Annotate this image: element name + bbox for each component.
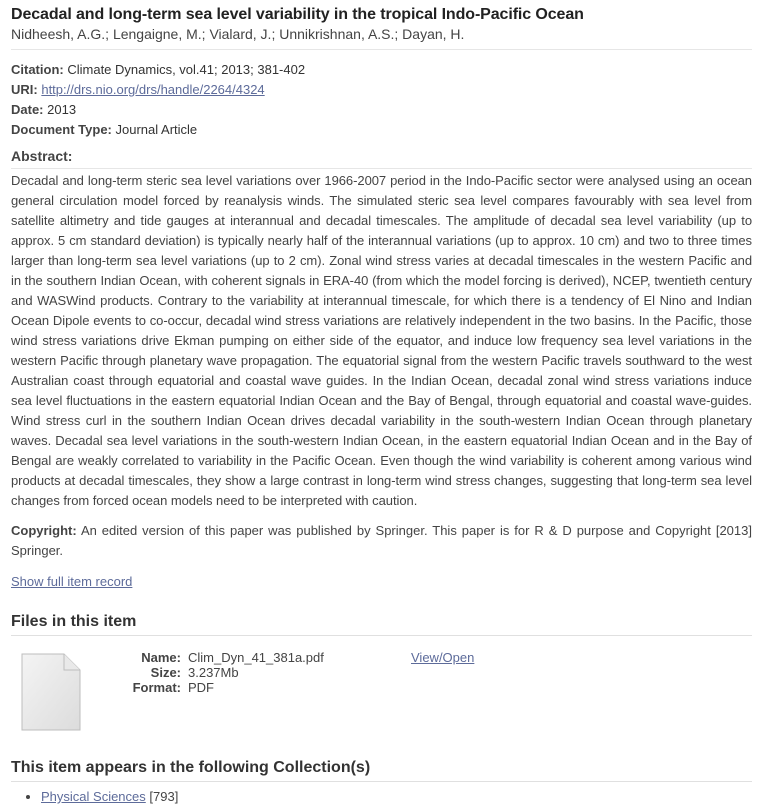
date-value: 2013 — [47, 102, 77, 117]
files-heading: Files in this item — [11, 612, 752, 636]
document-icon[interactable] — [20, 652, 82, 732]
file-name-value: Clim_Dyn_41_381a.pdf — [188, 650, 324, 665]
collection-item — [41, 788, 752, 806]
show-full-record — [11, 572, 752, 592]
item-view — [11, 0, 752, 806]
file-row — [11, 636, 752, 746]
file-metadata — [111, 650, 324, 695]
item-metadata — [11, 60, 752, 140]
uri-link[interactable]: http://drs.nio.org/drs/handle/2264/4324 — [41, 82, 265, 97]
date-label: Date: — [11, 102, 44, 117]
collections-heading: This item appears in the following Collection(s) — [11, 758, 752, 782]
uri-label: URI: — [11, 82, 38, 97]
item-title: Decadal and long-term sea level variability in the tropical Indo-Pacific Ocean — [11, 6, 584, 23]
copyright-text: An edited version of this paper was published by Springer. This paper is for R & D purpose and Copyright [2013] Springer. — [11, 523, 752, 558]
doctype-row — [11, 120, 752, 140]
doctype-label: Document Type: — [11, 122, 112, 137]
show-full-record-link[interactable]: Show full item record — [11, 574, 133, 589]
file-format-value: PDF — [188, 680, 214, 695]
file-size-label: Size: — [150, 665, 181, 680]
file-size-value: 3.237Mb — [188, 665, 239, 680]
collection-link[interactable]: Physical Sciences — [41, 789, 146, 804]
doctype-value: Journal Article — [115, 122, 198, 137]
copyright-block — [11, 521, 752, 561]
uri-row — [11, 80, 752, 100]
copyright-label: Copyright: — [11, 523, 77, 538]
item-authors: Nidheesh, A.G.; Lengaigne, M.; Vialard, J.; Unnikrishnan, A.S.; Dayan, H. — [11, 24, 752, 50]
citation-row — [11, 60, 752, 80]
file-name-label: Name: — [141, 650, 181, 665]
abstract-heading: Abstract: — [11, 146, 752, 169]
citation-value: Climate Dynamics, vol.41; 2013; 381-402 — [67, 62, 306, 77]
file-metadata-table — [111, 650, 324, 695]
date-row — [11, 100, 752, 120]
view-open — [411, 650, 474, 665]
collections-list — [11, 788, 752, 806]
view-open-link[interactable]: View/Open — [411, 650, 475, 665]
collection-count: [793] — [149, 789, 179, 804]
citation-label: Citation: — [11, 62, 64, 77]
file-format-label: Format: — [132, 680, 181, 695]
abstract-text: Decadal and long-term steric sea level variations over 1966-2007 period in the Indo-Pacific sector were analysed using an ocean general circulation model forced by reanalysis winds. The simulated steric sea level compares favourably with sea level from satellite altimetry and tide gauges at interannual and decadal timescales. The amplitude of decadal sea level variability (up to approx. 5 cm standard deviation) is typically nearly half of the interannual variations (up to approx. 10 cm) and two to three times larger than long-term sea level variations (up to 2 cm). Zonal wind stress varies at decadal timescales in the western Pacific and in the southern Indian Ocean, with coherent signals in ERA-40 (from which the model forcing is derived), NCEP, twentieth century and WASWind products. Contrary to the variability at interannual timescale, for which there is a tendency of El Nino and Indian Ocean Dipole events to co-occur, decadal wind stress variations are relatively independent in the two basins. In the Pacific, those wind stress variations drive Ekman pumping on either side of the equator, and induce low frequency sea level variations in the western Pacific through planetary wave propagation. The equatorial signal from the western Pacific travels southward to the west Australian coast through equatorial and coastal wave guides. In the Indian Ocean, decadal zonal wind stress variations induce sea level fluctuations in the eastern equatorial Indian Ocean and the Bay of Bengal, through equatorial and coastal wave-guides. Wind stress curl in the southern Indian Ocean drives decadal variability in the south-western Indian Ocean through planetary waves. Decadal sea level variations in the south-western Indian Ocean, in the eastern equatorial Indian Ocean and in the Bay of Bengal are weakly correlated to variability in the Pacific Ocean. Even though the wind variability is coherent among various wind products at decadal timescales, they show a large contrast in long-term wind stress changes, suggesting that long-term sea level changes from forced ocean models need to be interpreted with caution. — [11, 173, 752, 508]
